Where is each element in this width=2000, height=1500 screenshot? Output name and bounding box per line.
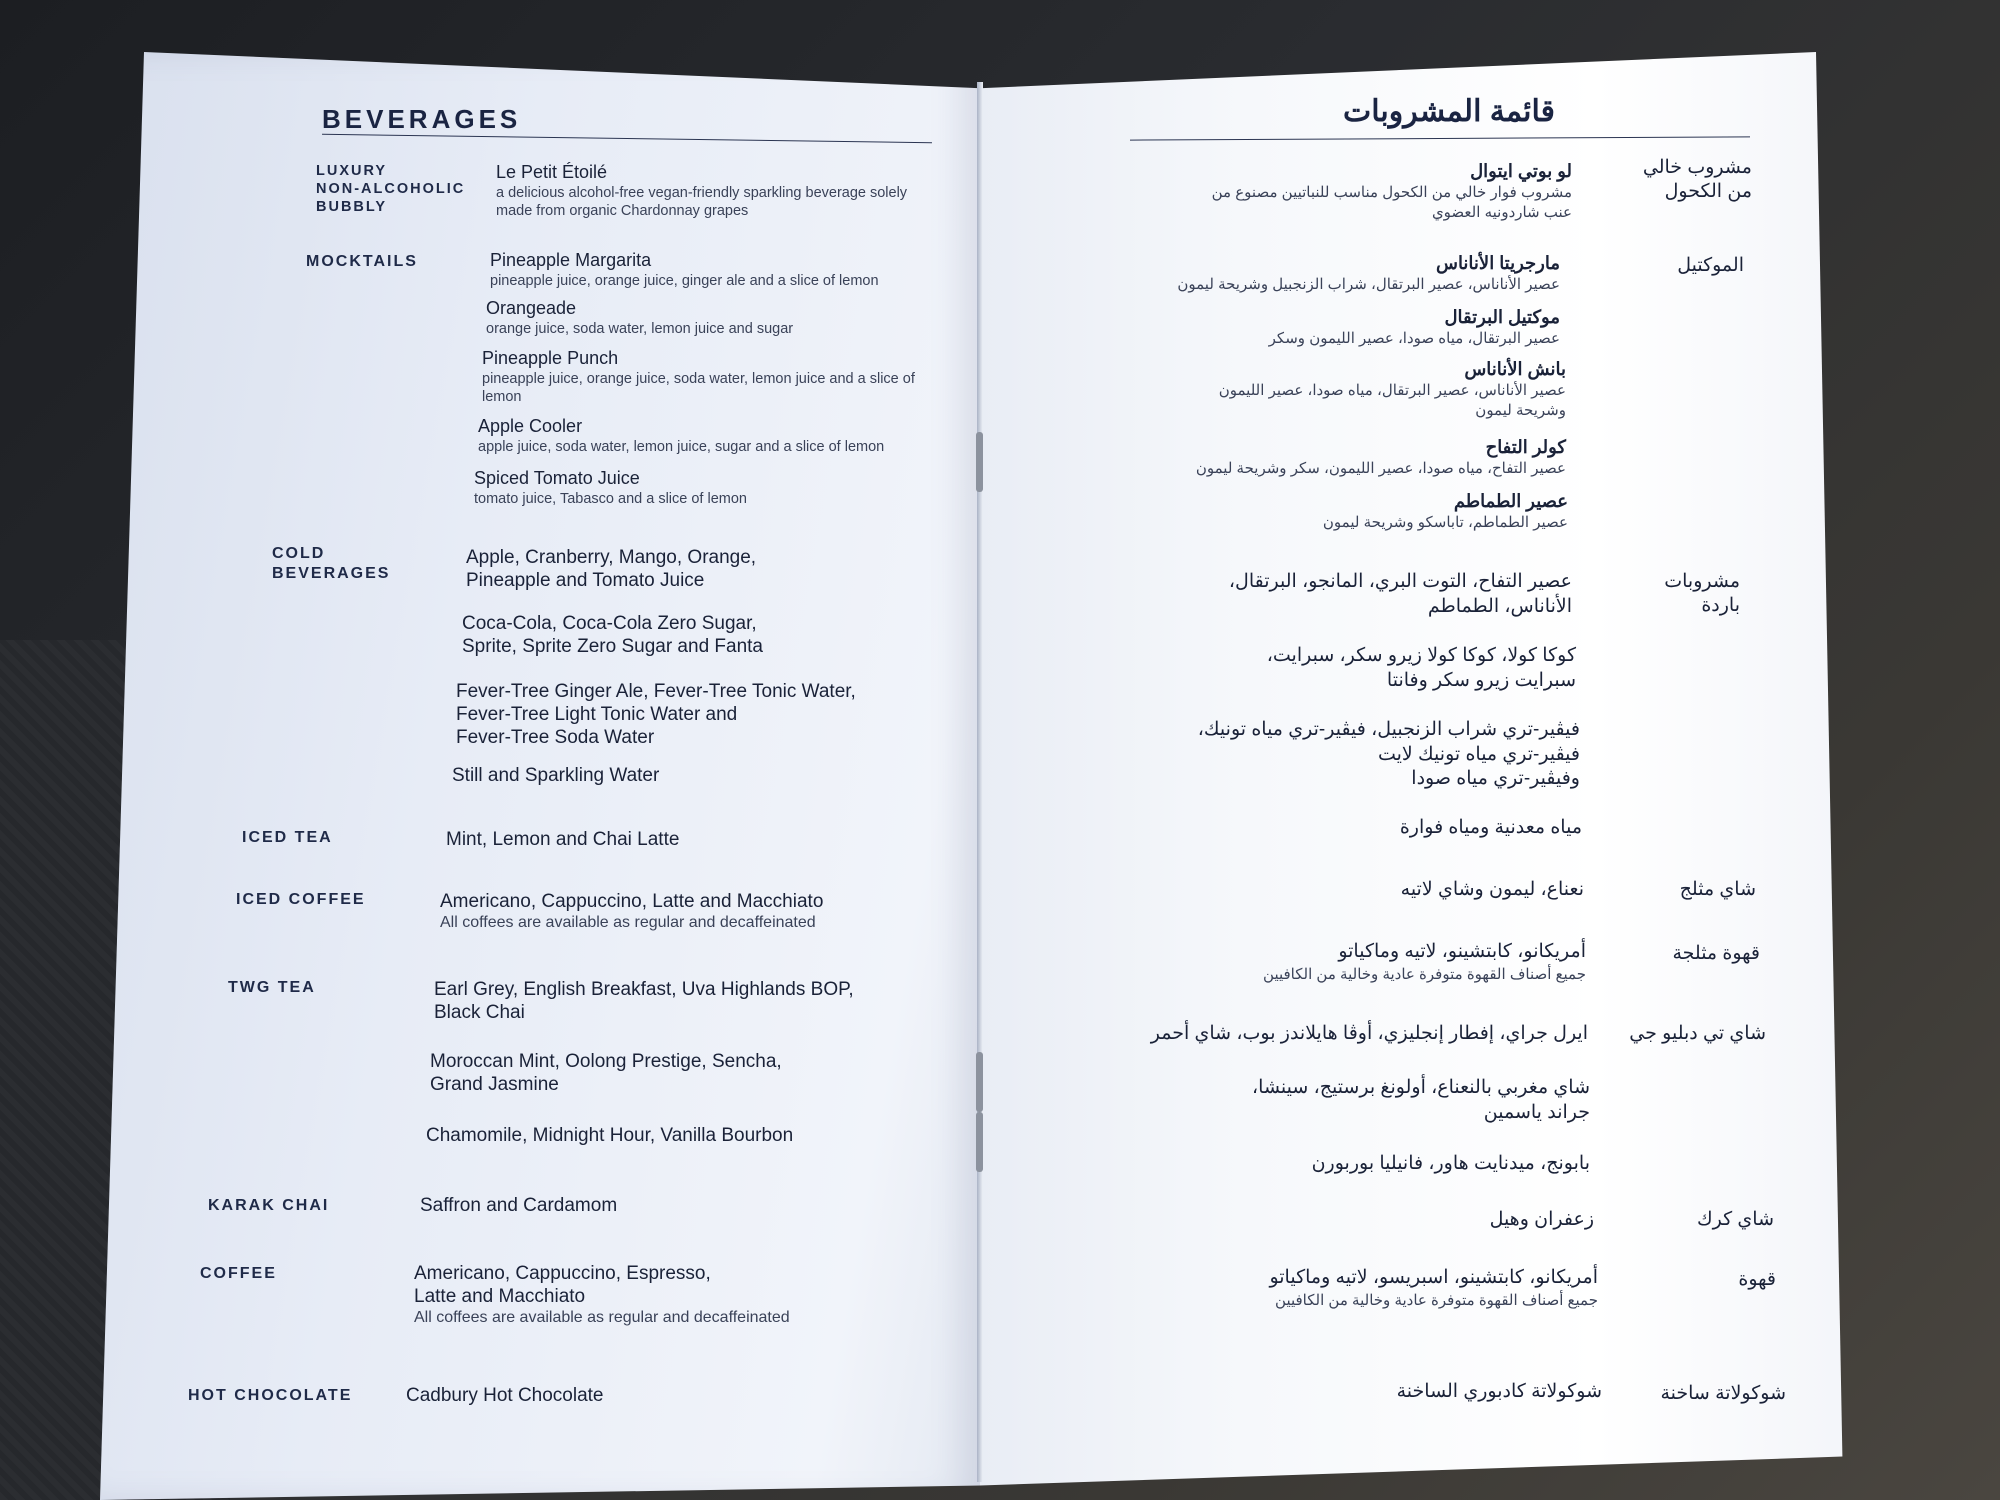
menu-item-ar: شوكولاتة كادبوري الساخنة <box>1396 1381 1602 1402</box>
category-iced-coffee: ICED COFFEE <box>236 891 366 908</box>
menu-item: Moroccan Mint, Oolong Prestige, Sencha, Grand Jasmine <box>430 1051 782 1096</box>
menu-item-ar: ايرل جراي، إفطار إنجليزي، أوڤا هايلاندز بوب، شاي أحمر <box>1150 1023 1588 1044</box>
item-desc: pineapple juice, orange juice, ginger ale and a slice of lemon <box>490 272 879 289</box>
item-name: Orangeade <box>486 298 577 318</box>
menu-item-ar: شاي مغربي بالنعناع، أولونغ برستيج، سينشا، جراند ياسمين <box>1252 1077 1590 1123</box>
menu-item <box>414 1262 894 1328</box>
menu-item: Still and Sparkling Water <box>452 765 660 786</box>
menu-item: Fever-Tree Ginger Ale, Fever-Tree Tonic Water, Fever-Tree Light Tonic Water and Fever-Tree Soda Water <box>456 681 856 749</box>
item-desc: عصير التفاح، مياه صودا، عصير الليمون، سكر وشريحة ليمون <box>1195 459 1566 477</box>
menu-item <box>486 298 936 338</box>
category-ar-iced-coffee: قهوة مثلجة <box>1672 943 1760 964</box>
menu-item: Chamomile, Midnight Hour, Vanilla Bourbon <box>426 1125 794 1146</box>
item-desc: جميع أصناف القهوة متوفرة عادية وخالية من الكافيين <box>1275 1291 1598 1309</box>
page-title-ar: قائمة المشروبات <box>1343 95 1555 128</box>
category-ar-mocktails: الموكتيل <box>1677 255 1744 276</box>
menu-item-ar: كوكا كولا، كوكا كولا زيرو سكر، سبرايت، سبرايت زيرو سكر وفانتا <box>1266 645 1576 691</box>
page-title-en: BEVERAGES <box>322 104 522 134</box>
item-name: Apple Cooler <box>478 416 583 436</box>
item-name: كولر التفاح <box>1485 437 1566 457</box>
menu-item-ar <box>1098 490 1568 533</box>
menu-item-ar: مياه معدنية ومياه فوارة <box>1399 817 1582 838</box>
item-name: Americano, Cappuccino, Espresso, Latte and Macchiato <box>414 1263 711 1308</box>
menu-item-ar: عصير التفاح، التوت البري، المانجو، البرتقال، الأناناس، الطماطم <box>1228 571 1572 617</box>
category-ar-coffee: قهوة <box>1738 1269 1776 1290</box>
menu-item-ar <box>1096 436 1566 479</box>
item-name: Le Petit Étoilé <box>496 162 608 182</box>
item-name: بانش الأناناس <box>1464 359 1566 379</box>
menu-item <box>490 250 940 290</box>
item-desc: عصير الأناناس، عصير البرتقال، شراب الزنجبيل وشريحة ليمون <box>1177 275 1560 293</box>
item-name: لو بوتي ايتوال <box>1470 161 1572 181</box>
menu-item-ar <box>1106 940 1586 985</box>
category-ar-hot-chocolate: شوكولاتة ساخنة <box>1660 1383 1786 1404</box>
category-ar-iced-tea: شاي مثلج <box>1679 879 1756 900</box>
menu-item: Coca-Cola, Coca-Cola Zero Sugar, Sprite, Sprite Zero Sugar and Fanta <box>462 613 763 658</box>
menu-item: Mint, Lemon and Chai Latte <box>446 829 680 850</box>
item-desc: مشروب فوار خالي من الكحول مناسب للنباتيين مصنوع من عنب شاردونيه العضوي <box>1211 183 1572 221</box>
item-name: مارجريتا الأناناس <box>1435 253 1560 273</box>
menu-item <box>496 162 936 220</box>
item-name: عصير الطماطم <box>1453 491 1568 511</box>
item-desc: a delicious alcohol-free vegan-friendly sparkling beverage solely made from organic Chardonnay grapes <box>496 184 908 219</box>
booklet-spine <box>977 82 983 1482</box>
category-ar-twg-tea: شاي تي دبليو جي <box>1629 1023 1766 1044</box>
menu-item-ar <box>1098 1266 1598 1311</box>
menu-item <box>482 348 922 406</box>
item-name: موكتيل البرتقال <box>1444 307 1560 327</box>
menu-item <box>474 468 914 508</box>
staple <box>976 432 983 492</box>
menu-item <box>478 416 938 456</box>
menu-item-ar: نعناع، ليمون وشاي لاتيه <box>1400 879 1584 900</box>
item-name: أمريكانو، كابتشينو، لاتيه وماكياتو <box>1338 941 1586 962</box>
category-ar-karak: شاي كرك <box>1696 1209 1774 1230</box>
category-iced-tea: ICED TEA <box>242 829 333 846</box>
item-desc: orange juice, soda water, lemon juice and sugar <box>486 320 794 337</box>
menu-item: Saffron and Cardamom <box>420 1195 618 1216</box>
menu-item-ar: بابونج، ميدنايت هاور، فانيليا بوربورن <box>1311 1153 1590 1174</box>
item-name: أمريكانو، كابتشينو، اسبريسو، لاتيه وماكياتو <box>1269 1267 1598 1288</box>
item-name: Pineapple Punch <box>482 348 619 368</box>
item-desc: All coffees are available as regular and decaffeinated <box>440 914 816 932</box>
menu-item-ar <box>1102 160 1572 223</box>
category-mocktails: MOCKTAILS <box>306 253 418 270</box>
category-ar-bubbly: مشروب خالي من الكحول <box>1642 157 1752 202</box>
item-desc: apple juice, soda water, lemon juice, sugar and a slice of lemon <box>478 438 885 455</box>
category-coffee: COFFEE <box>200 1265 277 1282</box>
item-name: Americano, Cappuccino, Latte and Macchiato <box>440 891 824 912</box>
category-cold-beverages: COLD BEVERAGES <box>272 545 391 582</box>
menu-item: Cadbury Hot Chocolate <box>406 1385 604 1406</box>
menu-item: Earl Grey, English Breakfast, Uva Highlands BOP, Black Chai <box>434 979 854 1024</box>
menu-item-ar <box>1090 252 1560 295</box>
menu-item-ar: زعفران وهيل <box>1489 1209 1594 1230</box>
category-karak-chai: KARAK CHAI <box>208 1197 330 1214</box>
menu-item: Apple, Cranberry, Mango, Orange, Pineapple and Tomato Juice <box>466 547 757 592</box>
item-desc: pineapple juice, orange juice, soda water, lemon juice and a slice of lemon <box>482 370 915 405</box>
item-name: Spiced Tomato Juice <box>474 468 640 488</box>
item-desc: All coffees are available as regular and decaffeinated <box>414 1309 790 1327</box>
item-name: Pineapple Margarita <box>490 250 652 270</box>
category-twg-tea: TWG TEA <box>228 979 316 996</box>
item-desc: tomato juice, Tabasco and a slice of lemon <box>474 490 747 507</box>
staple <box>976 1052 983 1112</box>
item-desc: عصير الطماطم، تاباسكو وشريحة ليمون <box>1322 513 1568 531</box>
menu-item-ar <box>1096 358 1566 421</box>
category-luxury-bubbly: LUXURY NON-ALCOHOLIC BUBBLY <box>316 163 466 216</box>
menu-item-ar <box>1090 306 1560 349</box>
menu-item <box>440 890 920 933</box>
category-ar-cold: مشروبات باردة <box>1664 571 1740 616</box>
item-desc: عصير البرتقال، مياه صودا، عصير الليمون وسكر <box>1268 329 1560 347</box>
item-desc: جميع أصناف القهوة متوفرة عادية وخالية من الكافيين <box>1263 965 1586 983</box>
item-desc: عصير الأناناس، عصير البرتقال، مياه صودا، عصير الليمون وشريحة ليمون <box>1218 381 1566 419</box>
menu-booklet <box>100 52 1860 1500</box>
staple <box>976 1112 983 1172</box>
category-hot-chocolate: HOT CHOCOLATE <box>188 1387 353 1404</box>
menu-item-ar: فيڤير-تري شراب الزنجبيل، فيڤير-تري مياه تونيك، فيڤير-تري مياه تونيك لايت وفيڤير-تري مياه صودا <box>1197 719 1580 790</box>
